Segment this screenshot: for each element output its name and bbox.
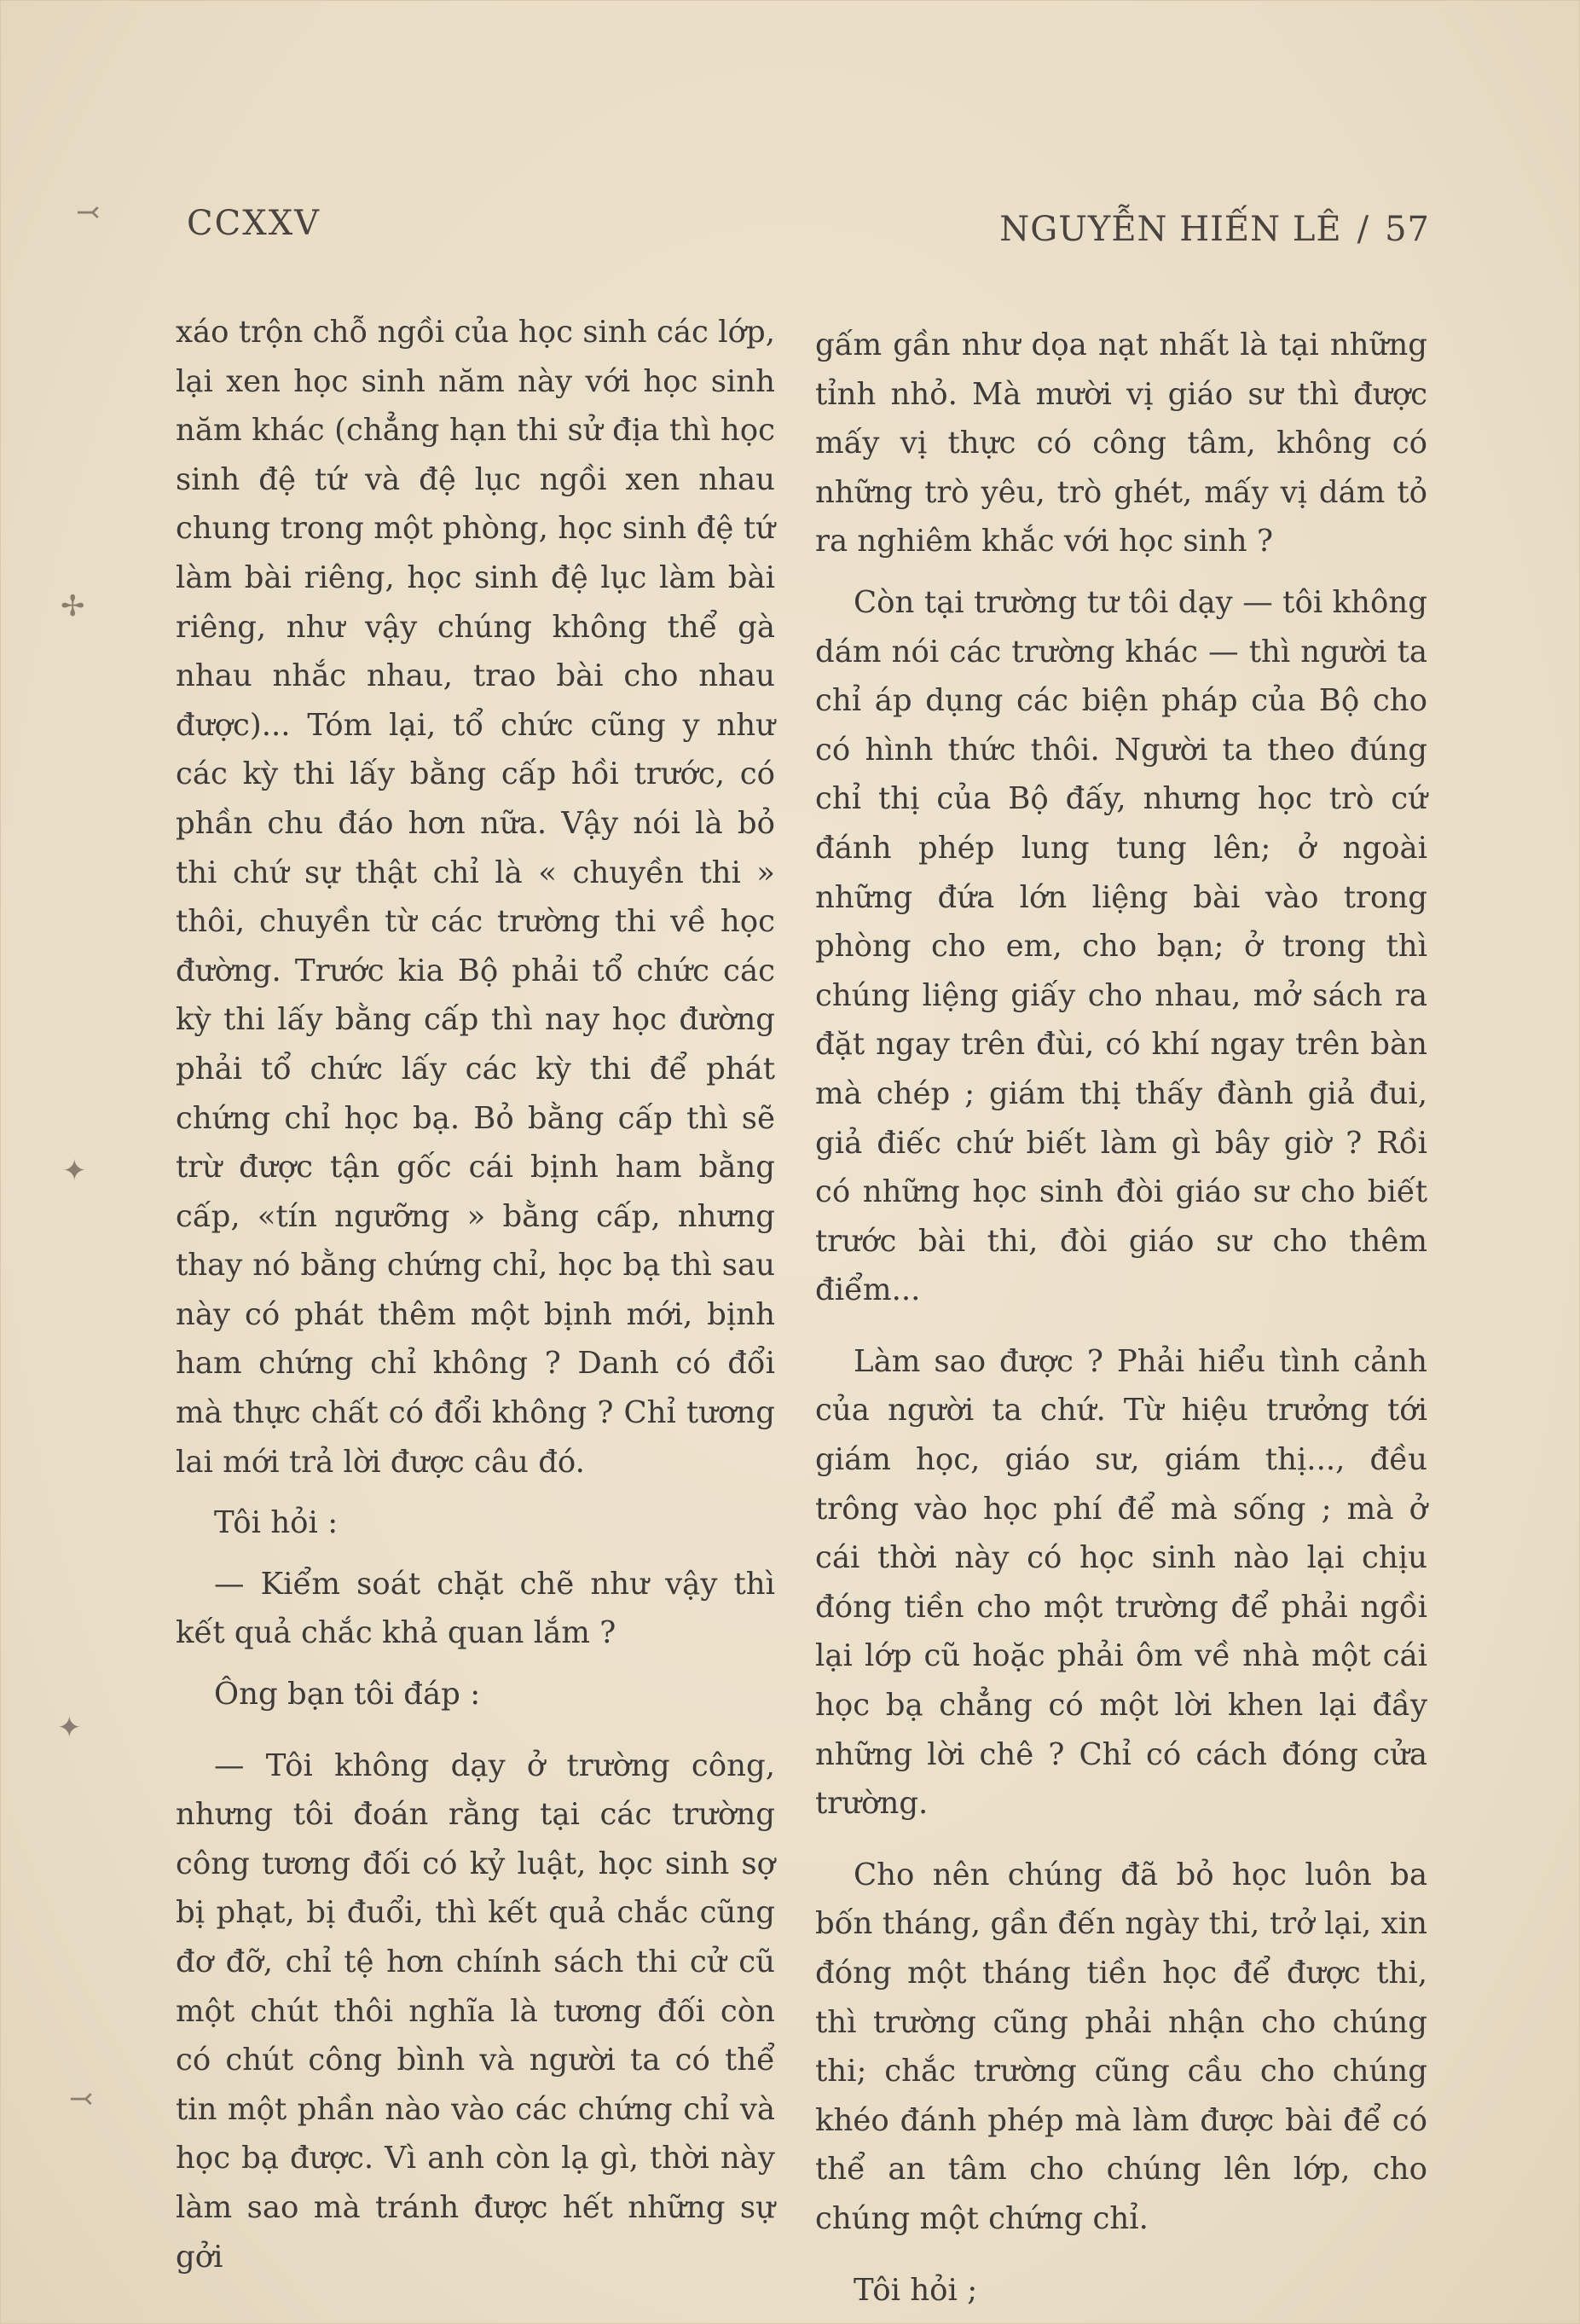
header-separator: /	[1357, 210, 1370, 249]
author-name: NGUYỄN HIẾN LÊ	[999, 210, 1342, 249]
paragraph: — Kiểm soát chặt chẽ như vậy thì kết quả chắc khả quan lắm ?	[176, 1566, 775, 1651]
paragraph: Tôi hỏi ;	[854, 2272, 978, 2308]
right-column	[815, 321, 1427, 2315]
binding-hole-mark: ⤙	[69, 2082, 94, 2116]
left-column	[176, 308, 775, 2281]
binding-hole-mark: ✦	[57, 1711, 82, 1745]
paragraph: Làm sao được ? Phải hiểu tình cảnh của người ta chứ. Từ hiệu trưởng tới giám học, giáo sư, giám thị..., đều trông vào học phí để mà sống ; mà ở cái thời này có học sinh nào lại chịu đóng tiền cho một trường để phải ngồi lại lớp cũ hoặc phải ôm về nhà một cái học bạ chẳng có một lời khen lại đầy những lời chê ? Chỉ có cách đóng cửa trường.	[815, 1343, 1427, 1822]
binding-hole-mark: ✦	[62, 1154, 87, 1188]
paragraph: Còn tại trường tư tôi dạy — tôi không dám nói các trường khác — thì người ta chỉ áp dụng các biện pháp của Bộ cho có hình thức thôi. Người ta theo đúng chỉ thị của Bộ đấy, nhưng học trò cứ đánh phép lung tung lên; ở ngoài những đứa lớn liệng bài vào trong phòng cho em, cho bạn; ở trong thì chúng liệng giấy cho nhau, mở sách ra đặt ngay trên đùi, có khí ngay trên bàn mà chép ; giám thị thấy đành giả đui, giả điếc chứ biết làm gì bây giờ ? Rồi có những học sinh đòi giáo sư cho biết trước bài thi, đòi giáo sư cho thêm điểm...	[815, 584, 1427, 1308]
page-number: 57	[1385, 210, 1430, 249]
page-code: CCXXV	[187, 204, 321, 243]
paragraph: gấm gần như dọa nạt nhất là tại những tỉnh nhỏ. Mà mười vị giáo sư thì được mấy vị thực có công tâm, không có những trò yêu, trò ghét, mấy vị dám tỏ ra nghiêm khắc với học sinh ?	[815, 327, 1427, 559]
binding-hole-mark: ⤙	[76, 195, 101, 229]
paragraph: Tôi hỏi :	[214, 1505, 339, 1541]
paragraph: Cho nên chúng đã bỏ học luôn ba bốn tháng, gần đến ngày thi, trở lại, xin đóng một tháng tiền học để được thi, thì trường cũng phải nhận cho chúng thi; chắc trường cũng cầu cho chúng khéo đánh phép mà làm được bài để có thể an tâm cho chúng lên lớp, cho chúng một chứng chỉ.	[815, 1857, 1427, 2236]
paragraph: — Tôi không dạy ở trường công, nhưng tôi đoán rằng tại các trường công tương đối có kỷ luật, học sinh sợ bị phạt, bị đuổi, thì kết quả chắc cũng đơ đỡ, chỉ tệ hơn chính sách thi cử cũ một chút thôi nghĩa là tương đối còn có chút công bình và người ta có thể tin một phần nào vào các chứng chỉ và học bạ được. Vì anh còn lạ gì, thời này làm sao mà tránh được hết những sự gởi	[176, 1747, 775, 2275]
paragraph: xáo trộn chỗ ngồi của học sinh các lớp, lại xen học sinh năm này với học sinh năm khác (chẳng hạn thi sử địa thì học sinh đệ tứ và đệ lục ngồi xen nhau chung trong một phòng, học sinh đệ tứ làm bài riêng, học sinh đệ lục làm bài riêng, như vậy chúng không thể gà nhau nhắc nhau, trao bài cho nhau được)... Tóm lại, tổ chức cũng y như các kỳ thi lấy bằng cấp hồi trước, có phần chu đáo hơn nữa. Vậy nói là bỏ thi chứ sự thật chỉ là « chuyền thi » thôi, chuyền từ các trường thi về học đường. Trước kia Bộ phải tổ chức các kỳ thi lấy bằng cấp thì nay học đường phải tổ chức lấy các kỳ thi để phát chứng chỉ học bạ. Bỏ bằng cấp thì sẽ trừ được tận gốc cái bịnh ham bằng cấp, «tín ngưỡng » bằng cấp, nhưng thay nó bằng chứng chỉ, học bạ thì sau này có phát thêm một bịnh mới, bịnh ham chứng chỉ không ? Danh có đổi mà thực chất có đổi không ? Chỉ tương lai mới trả lời được câu đó.	[176, 315, 775, 1480]
running-header	[999, 210, 1430, 249]
binding-hole-mark: ✢	[61, 589, 85, 623]
paragraph: Ông bạn tôi đáp :	[214, 1677, 481, 1713]
